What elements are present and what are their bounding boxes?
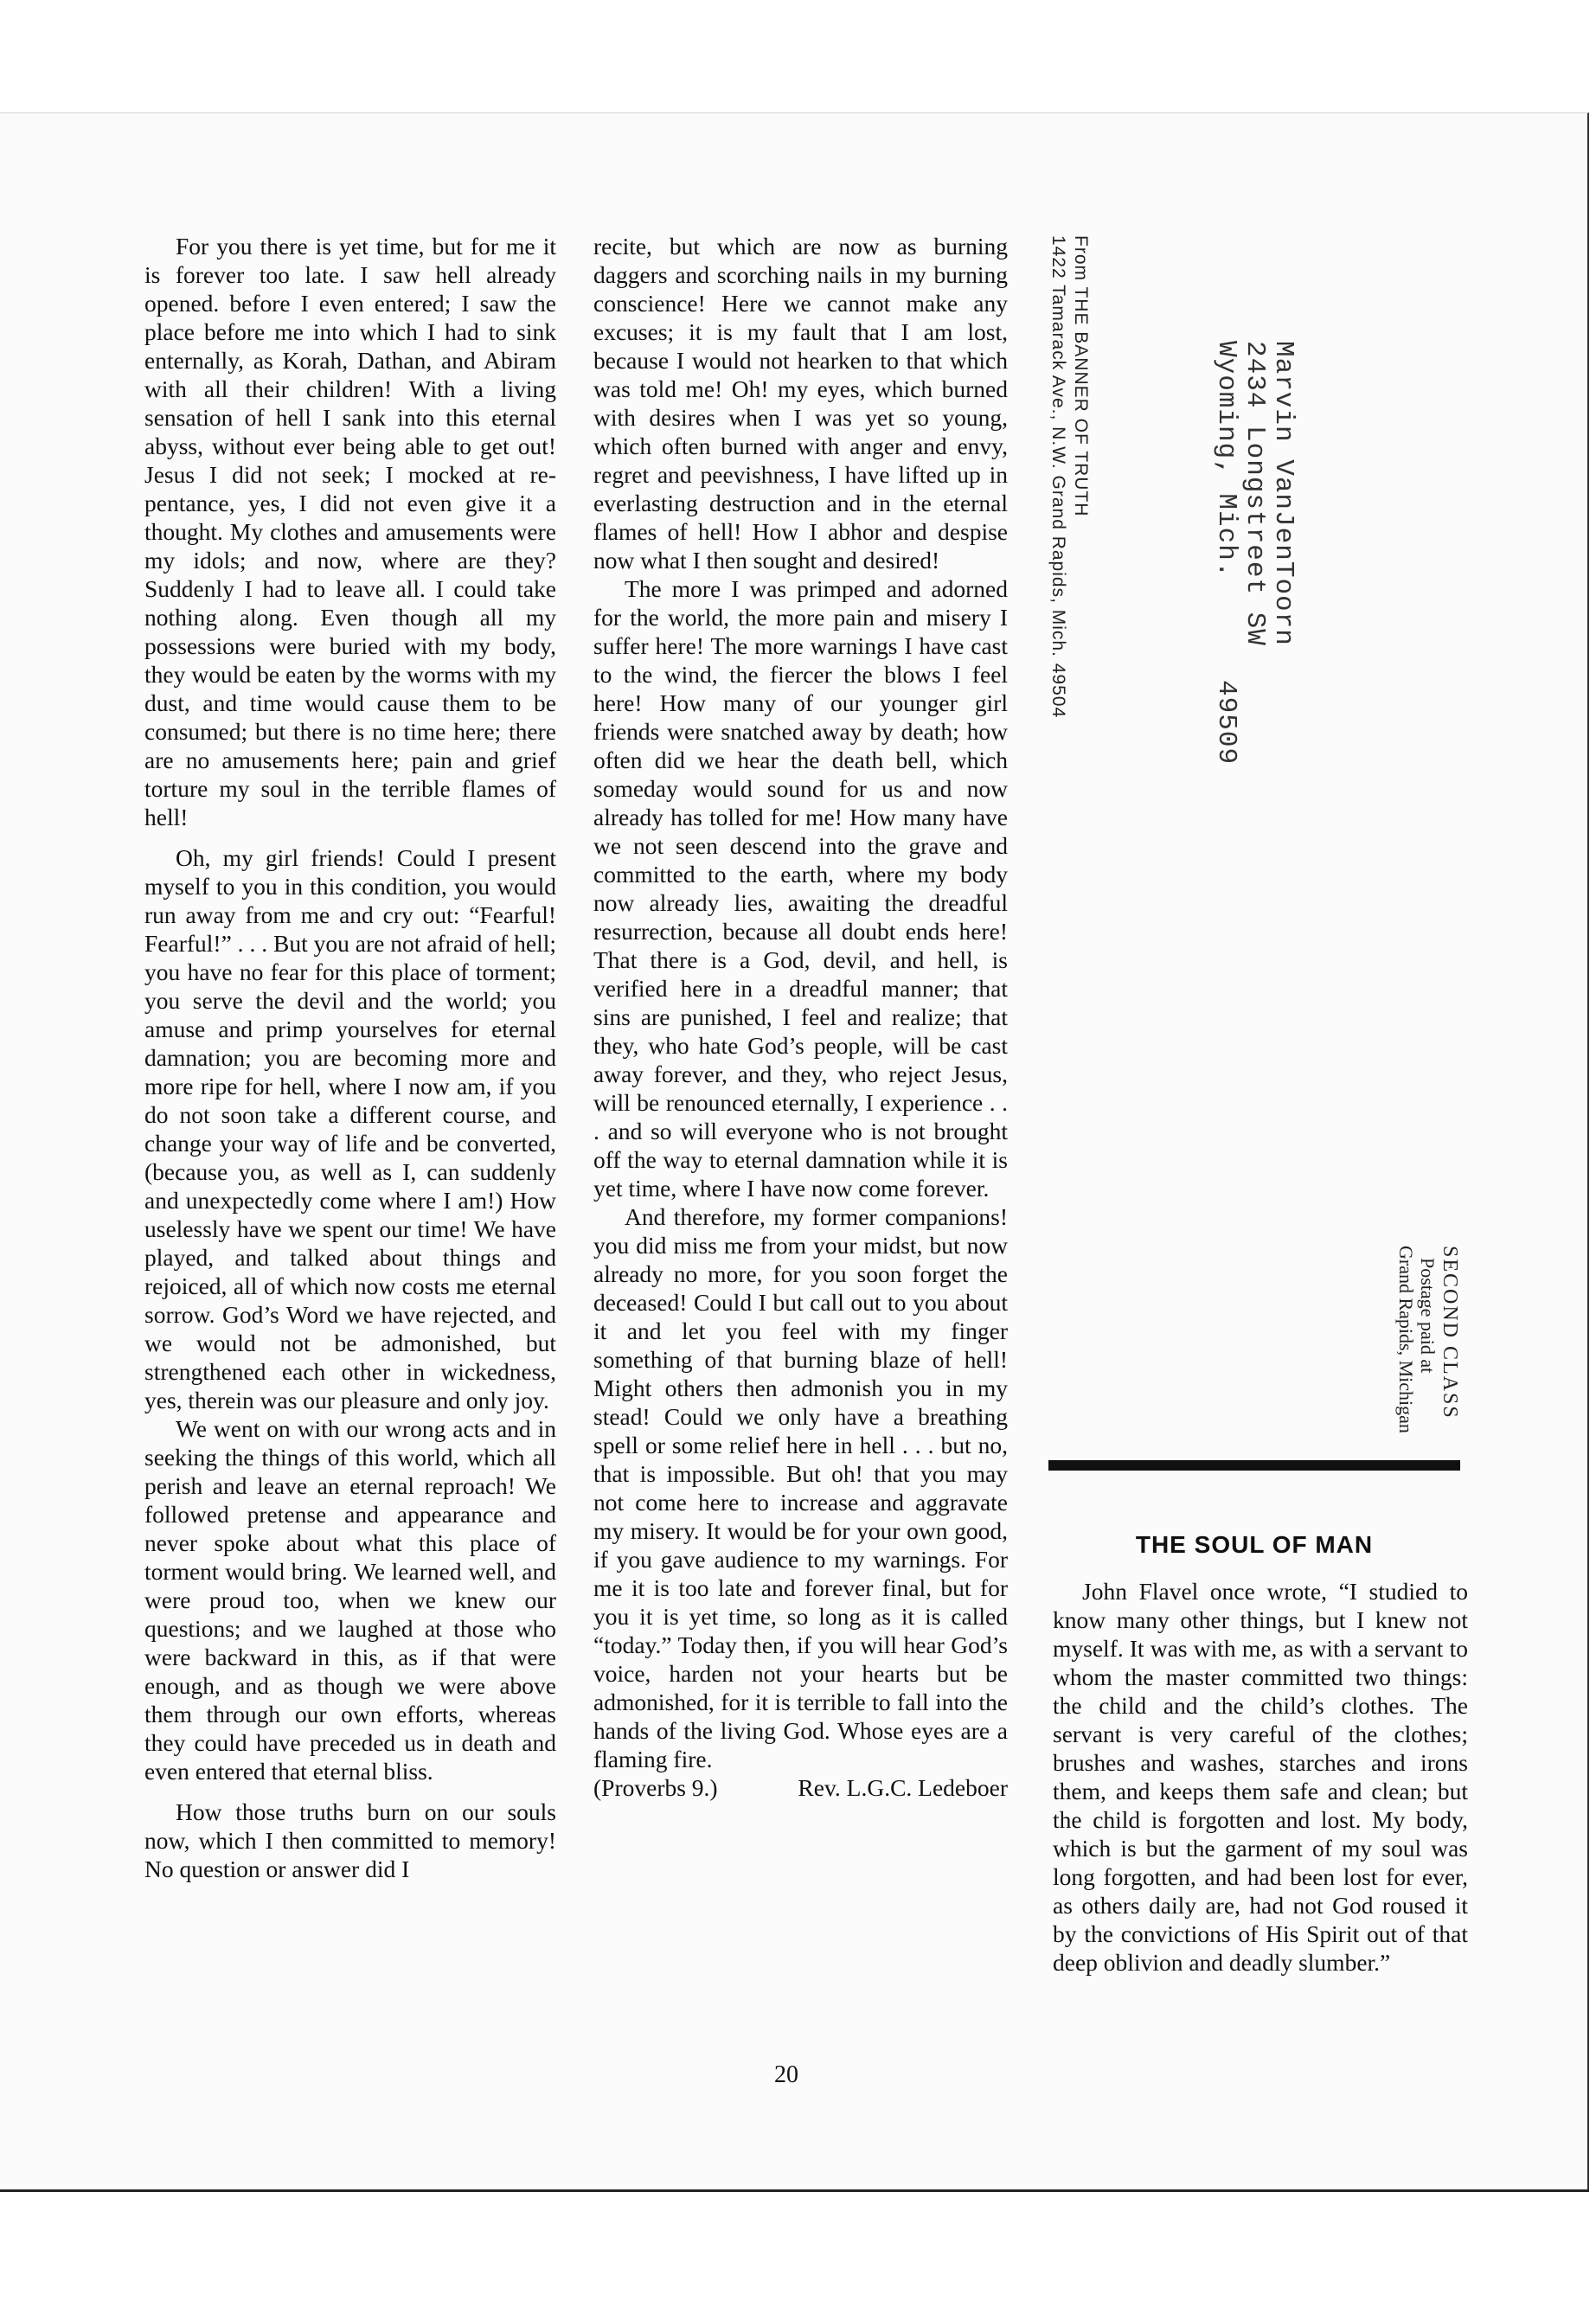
postage-line: Grand Rapids, Michigan <box>1395 1246 1417 1433</box>
article-paragraph: For you there is yet time, but for me it is forever too late. I saw hell already opened. before I even entered; I saw the place before me into which I had to sink enternally, as Korah, Dathan, and Abiram with all their children! With a living sensation of hell I sank into this eternal abyss, without ever being able to get out! Jesus I did not seek; I mocked at repentance, yes, I did not even give it a thought. My clothes and amusements were my idols; and now, where are they? Suddenly I had to leave all. I could take nothing along. Even though all my possessions were buried with my body, they would be eaten by the worms with my dust, and time would cause them to be consumed; but there is no time here; there are no amusements here; pain and grief torture my soul in the terrible flames of hell! <box>144 233 556 830</box>
return-address <box>1047 235 1092 718</box>
sidebar-title: THE SOUL OF MAN <box>1135 1531 1374 1558</box>
article-column-2 <box>593 232 1008 1802</box>
return-address-line: From THE BANNER OF TRUTH <box>1071 235 1091 517</box>
postage-indicia <box>1395 1246 1460 1433</box>
article-paragraph: We went on with our wrong acts and in seeking the things of this world, which all perish and leave an eternal reproach! We followed pretense and appearance and never spoke about what this place of torment would bring. We learned well, and were proud too, when we knew our questions; and we laughed at those who were backward in this, as if that were enough, and as though we were above them through our own efforts, whereas they could have preceded us in death and even entered that eternal bliss. <box>144 1415 556 1785</box>
article-paragraph: recite, but which are now as burning daggers and scorching nails in my burning conscience! Here we cannot make any excuses; it is my fault that I am lost, because I would not hearken to that which was told me! Oh! my eyes, which burned with desires when I was yet so young, which often burned with anger and envy, regret and peevishness, I have lifted up in everlasting destruction and in the eternal flames of hell! How I abhor and despise now what I then sought and desired! <box>593 233 1008 574</box>
article-author: Rev. L.G.C. Ledeboer <box>798 1774 1008 1801</box>
article-paragraph: How those truths burn on our souls now, which I then committed to memory! No question or answer did I <box>144 1798 556 1882</box>
mailing-label-line: 2434 Longstreet SW <box>1240 341 1270 646</box>
mailing-label <box>1212 341 1298 765</box>
divider-rule <box>1048 1460 1460 1471</box>
article-paragraph: And therefore, my former companions! you did miss me from your midst, but now already no more, for you soon forget the deceased! Could I but call out to you about it and let you feel with my finger something of that burning blaze of hell! Might others then admonish you in my stead! Could we only have a breathing spell or some relief here in hell . . . but no, that is impossible. But oh! that you may not come here to increase and aggravate my misery. It would be for your own good, if you gave audience to my warnings. For me it is too late and forever final, but for you it is yet time, so long as it is called “today.” Today then, if you will hear God’s voice, harden not your hearts but be admonished, for it is terrible to fall into the hands of the living God. Whose eyes are a flaming fire. <box>593 1203 1008 1772</box>
page-number: 20 <box>774 2061 798 2088</box>
sidebar-article <box>1053 1577 1468 1977</box>
postage-line: Postage paid at <box>1417 1258 1439 1374</box>
sidebar-paragraph: John Flavel once wrote, “I studied to know many other things, but I knew not myself. It was with me, as with a servant to whom the master committed two things: the child and the child’s clothes. The servant is very careful of the clothes; brushes and washes, starches and irons them, and keeps them safe and clean; but the child is forgotten and lost. My body, which is but the garment of my soul was long forgotten, and had been lost for ever, as others daily are, had not God roused it by the convictions of His Spirit out of that deep oblivion and deadly slumber.” <box>1053 1578 1468 1976</box>
scripture-reference: (Proverbs 9.) <box>593 1774 718 1801</box>
mailing-label-line: Marvin VanJenToorn <box>1268 341 1298 646</box>
return-address-line: 1422 Tamarack Ave., N.W. Grand Rapids, Mich. 49504 <box>1048 235 1068 719</box>
article-paragraph: The more I was primped and adorned for the world, the more pain and misery I suffer here! The more warnings I have cast to the wind, the fiercer the blows I feel here! How many of our younger girl friends were snatched away by death; how often did we hear the death bell, which someday would sound for us and now already has tolled for me! How many have we not seen descend into the grave and committed to the earth, where my body now already lies, awaiting the dreadful resurrection, because all doubt ends here! That there is a God, devil, and hell, is verified here in a dreadful manner; that sins are punished, I feel and realize; that they, who hate God’s people, will be cast away forever, and they, who reject Jesus, will be renounced eternally, I experience . . . and so will everyone who is not brought off the way to eternal damnation while it is yet time, where I have now come forever. <box>593 575 1008 1202</box>
postage-class: SECOND CLASS <box>1439 1246 1461 1420</box>
article-signature <box>593 1773 1008 1802</box>
article-paragraph: Oh, my girl friends! Could I present myself to you in this condition, you would run away from me and cry out: “Fearful! Fearful!” . . . But you are not afraid of hell; you have no fear for this place of torment; you serve the devil and the world; you amuse and primp yourselves for eternal damnation; you are becoming more and more ripe for hell, where I now am, if you do not soon take a different course, and change your way of life and be converted, (because you, as well as I, can suddenly and unexpectedly come where I am!) How uselessly have we spent our time! We have played, and talked about things and rejoiced, all of which now costs me eternal sorrow. God’s Word we have rejected, and we would not be admonished, but strengthened each other in wickedness, yes, therein was our pleasure and only joy. <box>144 844 556 1413</box>
mailing-label-line: Wyoming, Mich. 49509 <box>1211 341 1241 766</box>
article-column-1 <box>144 232 556 1883</box>
